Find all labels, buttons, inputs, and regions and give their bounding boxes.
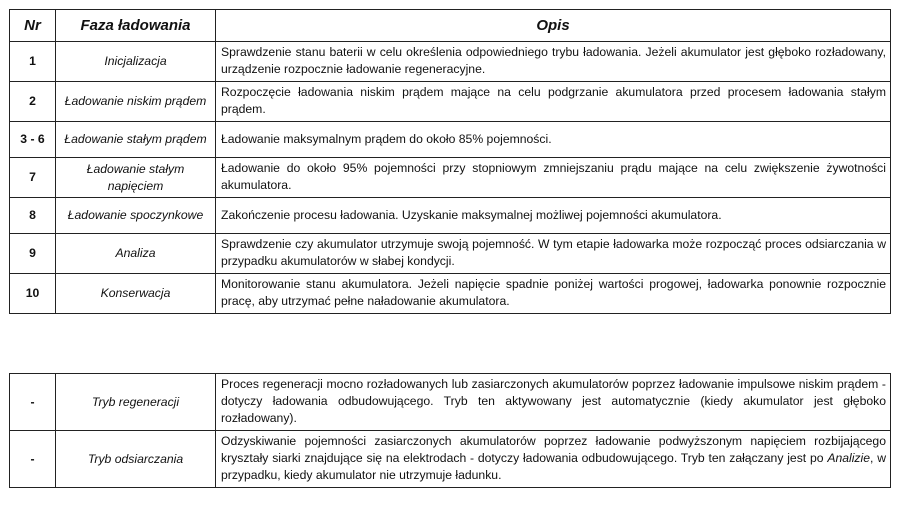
table-row <box>10 42 891 82</box>
charging-phases-table <box>9 9 891 314</box>
desc-emphasis: Analizie <box>827 451 871 465</box>
table-row <box>10 234 891 274</box>
row-nr: 1 <box>10 42 56 82</box>
row-description: Proces regeneracji mocno rozładowanych lub zasiarczonych akumulatorów poprzez ładowanie impulsowe niskim prądem - dotyczy ładowania odbudowującego. Tryb ten aktywowany jest automatycznie (kiedy akumulator jest głęboko rozładowany). <box>216 374 891 431</box>
desc-text-before: Odzyskiwanie pojemności zasiarczonych akumulatorów poprzez ładowanie podwyższonym napięciem rozbijającego kryształy siarki znajdujące się na elektrodach - dotyczy ładowania odbudowującego. Tryb ten załączany jest po <box>221 434 886 465</box>
row-description: Monitorowanie stanu akumulatora. Jeżeli napięcie spadnie poniżej wartości progowej, ładowarka ponownie rozpocznie pracę, aby utrzymać pełne naładowanie akumulatora. <box>216 274 891 314</box>
table-row <box>10 274 891 314</box>
row-description: Rozpoczęcie ładowania niskim prądem mające na celu podgrzanie akumulatora przed procesem ładowania stałym prądem. <box>216 82 891 122</box>
row-description: Sprawdzenie czy akumulator utrzymuje swoją pojemność. W tym etapie ładowarka może rozpocząć proces odsiarczania w przypadku akumulatorów w słabej kondycji. <box>216 234 891 274</box>
row-nr: 7 <box>10 158 56 198</box>
row-phase: Analiza <box>56 234 216 274</box>
row-description: Ładowanie do około 95% pojemności przy stopniowym zmniejszaniu prądu mające na celu zwiększenie żywotności akumulatora. <box>216 158 891 198</box>
table-row <box>10 198 891 234</box>
table-row <box>10 431 891 488</box>
row-description <box>216 431 891 488</box>
row-description: Sprawdzenie stanu baterii w celu określenia odpowiedniego trybu ładowania. Jeżeli akumulator jest głęboko rozładowany, urządzenie rozpocznie ładowanie regeneracyjne. <box>216 42 891 82</box>
header-nr: Nr <box>10 10 56 42</box>
row-phase: Ładowanie stałym napięciem <box>56 158 216 198</box>
row-description: Ładowanie maksymalnym prądem do około 85% pojemności. <box>216 122 891 158</box>
table-row <box>10 82 891 122</box>
table-row <box>10 374 891 431</box>
row-nr: 2 <box>10 82 56 122</box>
special-modes-table <box>9 373 891 488</box>
table-row <box>10 158 891 198</box>
row-nr: - <box>10 431 56 488</box>
row-phase: Tryb regeneracji <box>56 374 216 431</box>
row-phase: Inicjalizacja <box>56 42 216 82</box>
row-nr: - <box>10 374 56 431</box>
row-nr: 10 <box>10 274 56 314</box>
row-phase: Ładowanie stałym prądem <box>56 122 216 158</box>
row-nr: 8 <box>10 198 56 234</box>
desc-text-after: , w przypadku, kiedy akumulator nie utrzymuje ładunku. <box>221 451 886 482</box>
table-row <box>10 122 891 158</box>
row-description: Zakończenie procesu ładowania. Uzyskanie maksymalnej możliwej pojemności akumulatora. <box>216 198 891 234</box>
row-nr: 9 <box>10 234 56 274</box>
row-phase: Ładowanie niskim prądem <box>56 82 216 122</box>
header-description: Opis <box>216 10 891 42</box>
table-header-row <box>10 10 891 42</box>
row-phase: Konserwacja <box>56 274 216 314</box>
row-nr: 3 - 6 <box>10 122 56 158</box>
row-phase: Tryb odsiarczania <box>56 431 216 488</box>
row-phase: Ładowanie spoczynkowe <box>56 198 216 234</box>
header-phase: Faza ładowania <box>56 10 216 42</box>
